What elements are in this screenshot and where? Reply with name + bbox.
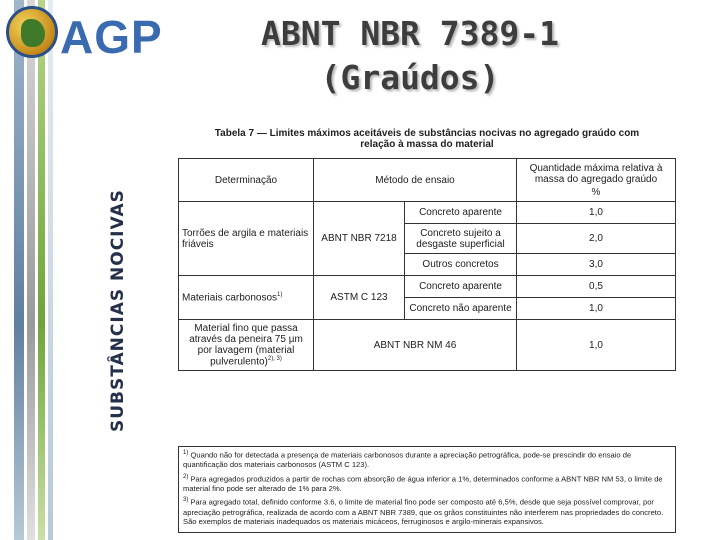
table-footnotes — [178, 446, 676, 533]
header-quantidade: Quantidade máxima relativa à massa do agregado graúdo % — [517, 159, 676, 202]
page-title: ABNT NBR 7389-1 — [260, 14, 559, 53]
decor-stripe-blue — [14, 0, 24, 540]
cell-torroes-method: ABNT NBR 7218 — [314, 202, 405, 276]
cell-fino-method: ABNT NBR NM 46 — [314, 320, 517, 371]
cell-concreto-aparente: Concreto aparente — [405, 202, 517, 224]
page-subtitle: (Graúdos) — [320, 58, 500, 97]
cell-fino: Material fino que passa através da peneira 75 µm por lavagem (material pulverulento)$^{2), 3)}$ — [179, 320, 314, 371]
cell-value: 3,0 — [517, 254, 676, 276]
cell-concreto-desgaste: Concreto sujeito a desgaste superficial — [405, 224, 517, 254]
table-caption: Tabela 7 — Limites máximos aceitáveis de substâncias nocivas no agregado graúdo com relação à massa do material — [214, 128, 640, 150]
limits-table — [178, 158, 676, 371]
decor-stripe-light — [48, 0, 53, 540]
side-label: SUBSTÂNCIAS NOCIVAS — [108, 189, 128, 432]
table-header-row — [179, 159, 676, 202]
agp-logo — [4, 4, 163, 66]
logo-text: AGP — [60, 11, 163, 63]
cell-value: 2,0 — [517, 224, 676, 254]
cell-carb-nao-aparente: Concreto não aparente — [405, 298, 517, 320]
globe-icon — [6, 6, 58, 58]
cell-value: 0,5 — [517, 276, 676, 298]
cell-value: 1,0 — [517, 298, 676, 320]
decor-stripe-gray — [27, 0, 35, 540]
footnote: $^{2)}$ Para agregados produzidos a partir de rochas com absorção de água inferior a 1%, determinados conforme a ABNT NBR NM 53, o limite de material fino pode ser alterado de 1% para 2%. — [183, 473, 663, 493]
cell-carbonosos-method: ASTM C 123 — [314, 276, 405, 320]
cell-carbonosos: Materiais carbonosos$^{1)}$ — [179, 276, 314, 320]
scanned-table-document — [178, 128, 676, 527]
table-row — [179, 320, 676, 371]
cell-torroes: Torrões de argila e materiais friáveis — [179, 202, 314, 276]
cell-carb-aparente: Concreto aparente — [405, 276, 517, 298]
cell-outros: Outros concretos — [405, 254, 517, 276]
header-unit: % — [591, 186, 601, 198]
footnote: $^{3)}$ Para agregado total, definido conforme 3.6, o limite de material fino pode ser composto até 6,5%, desde que seja possível comprovar, por apreciação petrográfica, realizada de acordo com a ABNT NBR 7389, que os grãos constituintes não interferem nas propriedades do concreto. São exemplos de materiais inadequados os materiais micáceos, ferruginosos e argilo-minerais expansivos. — [183, 497, 664, 527]
decor-stripe-green — [38, 0, 45, 540]
header-determinacao: Determinação — [179, 159, 314, 202]
table-row — [179, 276, 676, 298]
cell-value: 1,0 — [517, 320, 676, 371]
footnote: $^{1)}$ Quando não for detectada a presença de materiais carbonosos durante a apreciação petrográfica, pode-se prescindir do ensaio de quantificação dos materiais carbonosos (ASTM C 123). — [183, 450, 632, 470]
table-row — [179, 202, 676, 224]
header-metodo: Método de ensaio — [314, 159, 517, 202]
cell-value: 1,0 — [517, 202, 676, 224]
